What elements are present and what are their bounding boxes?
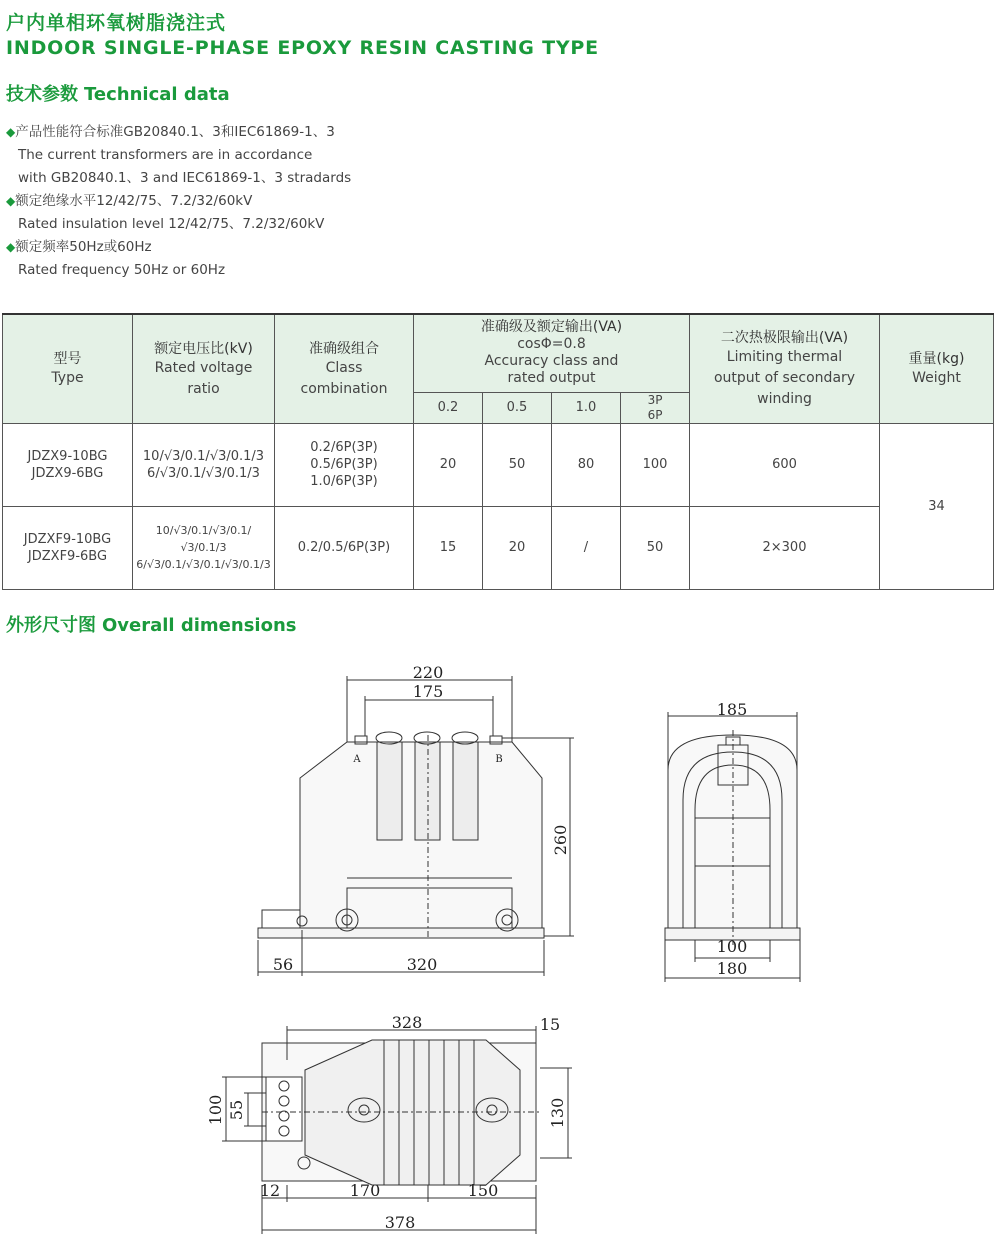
dim-328: 328 <box>391 1013 423 1032</box>
table-row <box>3 423 994 506</box>
header-weight: 重量(kg) Weight <box>880 314 994 423</box>
spec-cn: 额定频率50Hz或60Hz <box>15 239 152 255</box>
header-type: 型号 Type <box>3 314 133 423</box>
diamond-bullet-icon: ◆ <box>6 125 16 139</box>
dim-100-top: 100 <box>206 1094 225 1126</box>
cell-acc-3p6p: 50 <box>621 506 690 589</box>
cell-type: JDZXF9-10BG JDZXF9-6BG <box>3 506 133 589</box>
dim-56: 56 <box>272 955 294 974</box>
cell-ratio: 10/√3/0.1/√3/0.1/3 6/√3/0.1/√3/0.1/3 <box>133 423 275 506</box>
dim-15: 15 <box>539 1015 561 1034</box>
spec-en: Rated insulation level 12/42/75、7.2/32/60kV <box>18 216 325 232</box>
dimensions-heading-en: Overall dimensions <box>102 615 297 636</box>
page-title-en: INDOOR SINGLE-PHASE EPOXY RESIN CASTING TYPE <box>6 37 599 59</box>
cell-acc-10: 80 <box>552 423 621 506</box>
dim-180: 180 <box>716 959 748 978</box>
header-acc-05: 0.5 <box>483 392 552 423</box>
dim-12: 12 <box>259 1181 281 1200</box>
page-title-cn: 户内单相环氧树脂浇注式 <box>6 12 227 34</box>
cell-acc-05: 50 <box>483 423 552 506</box>
terminal-label-a: A <box>353 754 361 765</box>
dim-100-side: 100 <box>716 937 748 956</box>
spec-table <box>2 313 994 590</box>
header-ratio: 额定电压比(kV) Rated voltage ratio <box>133 314 275 423</box>
dimension-drawings <box>0 640 1000 1239</box>
cell-class: 0.2/6P(3P) 0.5/6P(3P) 1.0/6P(3P) <box>275 423 414 506</box>
spec-en: Rated frequency 50Hz or 60Hz <box>18 262 226 278</box>
dimensions-heading <box>6 611 296 637</box>
header-acc-3p6p: 3P 6P <box>621 392 690 423</box>
cell-type: JDZX9-10BG JDZX9-6BG <box>3 423 133 506</box>
spec-list <box>6 121 566 282</box>
spec-item <box>6 236 566 282</box>
dim-130: 130 <box>548 1097 567 1129</box>
table-row <box>3 506 994 589</box>
dimensions-heading-cn: 外形尺寸图 <box>6 615 96 636</box>
dim-378: 378 <box>384 1213 416 1232</box>
cell-class: 0.2/0.5/6P(3P) <box>275 506 414 589</box>
cell-acc-3p6p: 100 <box>621 423 690 506</box>
front-view-drawing <box>258 676 574 976</box>
dim-185: 185 <box>716 700 748 719</box>
header-acc-02: 0.2 <box>414 392 483 423</box>
cell-acc-05: 20 <box>483 506 552 589</box>
technical-heading-en: Technical data <box>84 84 230 105</box>
dim-260: 260 <box>551 824 570 856</box>
cell-ratio: 10/√3/0.1/√3/0.1/√3/0.1/3 6/√3/0.1/√3/0.1/√3/0.1/3 <box>133 506 275 589</box>
header-class: 准确级组合 Class combination <box>275 314 414 423</box>
spec-en: with GB20840.1、3 and IEC61869-1、3 stradards <box>18 170 352 186</box>
header-thermal: 二次热极限输出(VA) Limiting thermal output of secondary winding <box>690 314 880 423</box>
dim-55: 55 <box>227 1099 246 1121</box>
spec-item <box>6 190 566 236</box>
dim-175: 175 <box>412 682 444 701</box>
spec-cn: 产品性能符合标准GB20840.1、3和IEC61869-1、3 <box>15 124 335 140</box>
header-accuracy: 准确级及额定输出(VA) cosΦ=0.8 Accuracy class and rated output <box>414 314 690 392</box>
cell-thermal: 600 <box>690 423 880 506</box>
dim-170: 170 <box>349 1181 381 1200</box>
cell-weight: 34 <box>880 423 994 589</box>
diamond-bullet-icon: ◆ <box>6 194 16 208</box>
cell-acc-02: 20 <box>414 423 483 506</box>
cell-acc-02: 15 <box>414 506 483 589</box>
technical-heading-cn: 技术参数 <box>6 84 78 105</box>
dim-220: 220 <box>412 663 444 682</box>
spec-item <box>6 121 566 190</box>
technical-data-heading <box>6 80 230 106</box>
header-acc-10: 1.0 <box>552 392 621 423</box>
spec-cn: 额定绝缘水平12/42/75、7.2/32/60kV <box>15 193 253 209</box>
top-view-drawing <box>222 1026 572 1234</box>
dim-150: 150 <box>467 1181 499 1200</box>
cell-thermal: 2×300 <box>690 506 880 589</box>
spec-en: The current transformers are in accordance <box>18 147 313 163</box>
terminal-label-b: B <box>495 754 503 765</box>
dim-320: 320 <box>406 955 438 974</box>
cell-acc-10: / <box>552 506 621 589</box>
diamond-bullet-icon: ◆ <box>6 240 16 254</box>
